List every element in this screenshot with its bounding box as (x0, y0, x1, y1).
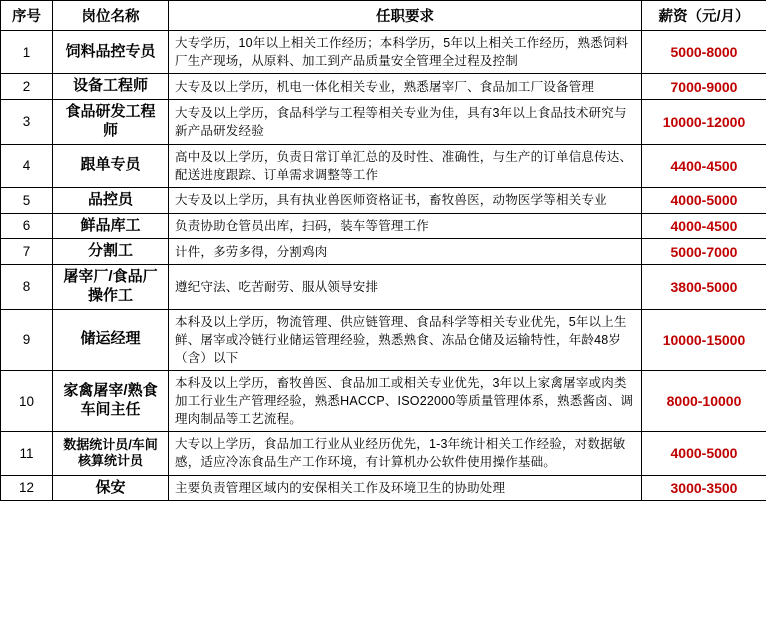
table-header-row (1, 1, 766, 31)
row-pay: 4000-5000 (642, 432, 766, 475)
table-body (1, 31, 766, 501)
row-job-title: 家禽屠宰/熟食车间主任 (53, 370, 169, 431)
table-row (1, 31, 766, 74)
row-index: 4 (1, 144, 53, 187)
row-pay: 5000-8000 (642, 31, 766, 74)
row-requirement: 主要负责管理区域内的安保相关工作及环境卫生的协助处理 (169, 475, 642, 501)
row-job-title: 品控员 (53, 187, 169, 213)
table-header (1, 1, 766, 31)
table-row (1, 187, 766, 213)
column-header-index: 序号 (1, 1, 53, 31)
row-index: 10 (1, 370, 53, 431)
row-pay: 10000-12000 (642, 100, 766, 145)
table-row (1, 432, 766, 475)
row-requirement: 大专及以上学历，食品科学与工程等相关专业为佳，具有3年以上食品技术研究与新产品研发经验 (169, 100, 642, 145)
row-pay: 4000-5000 (642, 187, 766, 213)
row-requirement: 遵纪守法、吃苦耐劳、服从领导安排 (169, 265, 642, 310)
table-row (1, 265, 766, 310)
row-index: 6 (1, 213, 53, 239)
row-requirement: 大专以上学历，食品加工行业从业经历优先，1-3年统计相关工作经验，对数据敏感，适应冷冻食品生产工作环境，有计算机办公软件使用操作基础。 (169, 432, 642, 475)
row-index: 5 (1, 187, 53, 213)
row-job-title: 屠宰厂/食品厂操作工 (53, 265, 169, 310)
row-pay: 3800-5000 (642, 265, 766, 310)
row-requirement: 本科及以上学历，物流管理、供应链管理、食品科学等相关专业优先，5年以上生鲜、屠宰或冷链行业储运管理经验，熟悉熟食、冻品仓储及运输特性，年龄48岁（含）以下 (169, 309, 642, 370)
row-job-title: 分割工 (53, 239, 169, 265)
table-row (1, 239, 766, 265)
row-requirement: 本科及以上学历，畜牧兽医、食品加工或相关专业优先，3年以上家禽屠宰或肉类加工行业生产管理经验，熟悉HACCP、ISO22000等质量管理体系，熟悉酱卤、调理肉制品等工艺流程。 (169, 370, 642, 431)
row-index: 3 (1, 100, 53, 145)
row-pay: 10000-15000 (642, 309, 766, 370)
row-pay: 7000-9000 (642, 74, 766, 100)
row-pay: 3000-3500 (642, 475, 766, 501)
row-requirement: 计件，多劳多得，分割鸡肉 (169, 239, 642, 265)
row-job-title: 数据统计员/车间核算统计员 (53, 432, 169, 475)
row-index: 12 (1, 475, 53, 501)
row-pay: 8000-10000 (642, 370, 766, 431)
row-job-title: 跟单专员 (53, 144, 169, 187)
row-requirement: 大专学历，10年以上相关工作经历；本科学历，5年以上相关工作经历，熟悉饲料厂生产现场，从原料、加工到产品质量安全管理全过程及控制 (169, 31, 642, 74)
column-header-pay: 薪资（元/月） (642, 1, 766, 31)
row-pay: 4400-4500 (642, 144, 766, 187)
row-requirement: 高中及以上学历，负责日常订单汇总的及时性、准确性，与生产的订单信息传达、配送进度跟踪、订单需求调整等工作 (169, 144, 642, 187)
row-job-title: 食品研发工程师 (53, 100, 169, 145)
table-row (1, 370, 766, 431)
row-pay: 5000-7000 (642, 239, 766, 265)
row-index: 8 (1, 265, 53, 310)
row-requirement: 大专及以上学历，机电一体化相关专业，熟悉屠宰厂、食品加工厂设备管理 (169, 74, 642, 100)
table-row (1, 144, 766, 187)
row-job-title: 保安 (53, 475, 169, 501)
column-header-title: 岗位名称 (53, 1, 169, 31)
row-job-title: 鲜品库工 (53, 213, 169, 239)
row-index: 9 (1, 309, 53, 370)
row-requirement: 大专及以上学历，具有执业兽医师资格证书，畜牧兽医，动物医学等相关专业 (169, 187, 642, 213)
table-row (1, 74, 766, 100)
row-job-title: 储运经理 (53, 309, 169, 370)
table-row (1, 309, 766, 370)
table-row (1, 100, 766, 145)
row-index: 11 (1, 432, 53, 475)
row-index: 1 (1, 31, 53, 74)
row-job-title: 设备工程师 (53, 74, 169, 100)
row-requirement: 负责协助仓管员出库，扫码，装车等管理工作 (169, 213, 642, 239)
table-row (1, 213, 766, 239)
row-pay: 4000-4500 (642, 213, 766, 239)
row-index: 2 (1, 74, 53, 100)
table-row (1, 475, 766, 501)
row-index: 7 (1, 239, 53, 265)
row-job-title: 饲料品控专员 (53, 31, 169, 74)
column-header-requirement: 任职要求 (169, 1, 642, 31)
